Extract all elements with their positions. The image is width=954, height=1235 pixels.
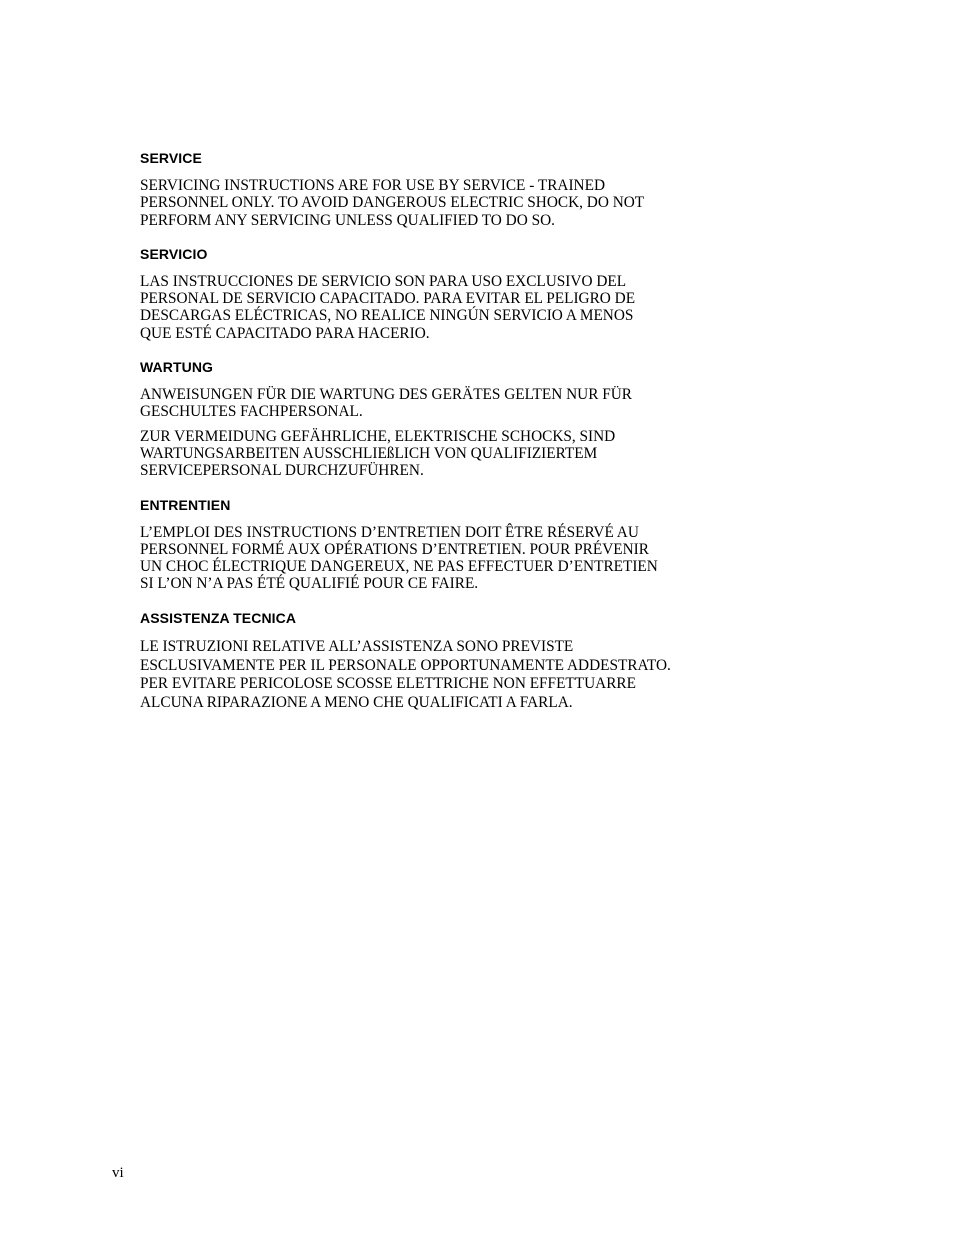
safety-notices: [140, 150, 740, 730]
section-heading: SERVICE: [140, 150, 202, 166]
section-service: [140, 150, 740, 229]
section-paragraph: LAS INSTRUCCIONES DE SERVICIO SON PARA USO EXCLUSIVO DEL PERSONAL DE SERVICIO CAPACITADO. PARA EVITAR EL PELIGRO DE DESCARGAS ELÉCTRICAS, NO REALICE NINGÚN SERVICIO A MENOS QUE ESTÉ CAPACITADO PARA HACERIO.: [140, 272, 636, 342]
section-servicio: [140, 246, 740, 342]
section-heading: SERVICIO: [140, 245, 208, 262]
section-heading: WARTUNG: [140, 359, 214, 376]
section-heading: ENTRENTIEN: [140, 496, 231, 513]
section-entretien: [140, 497, 740, 593]
section-wartung: [140, 359, 740, 479]
section-paragraph: ANWEISUNGEN FÜR DIE WARTUNG DES GERÄTES GELTEN NUR FÜR GESCHULTES FACHPERSONAL.: [140, 386, 632, 421]
page-number: vi: [112, 1165, 124, 1181]
section-paragraph: SERVICING INSTRUCTIONS ARE FOR USE BY SERVICE - TRAINED PERSONNEL ONLY. TO AVOID DANGEROUS ELECTRIC SHOCK, DO NOT PERFORM ANY SERVICING UNLESS QUALIFIED TO DO SO.: [140, 177, 645, 229]
section-paragraph: L’EMPLOI DES INSTRUCTIONS D’ENTRETIEN DOIT ÊTRE RÉSERVÉ AU PERSONNEL FORMÉ AUX OPÉRATIONS D’ENTRETIEN. POUR PRÉVENIR UN CHOC ÉLECTRIQUE DANGEREUX, NE PAS EFFECTUER D’ENTRETIEN SI L’ON N’A PAS ÉTÉ QUALIFIÉ POUR CE FAIRE.: [140, 523, 658, 593]
section-paragraph: LE ISTRUZIONI RELATIVE ALL’ASSISTENZA SONO PREVISTE ESCLUSIVAMENTE PER IL PERSONALE OPPORTUNAMENTE ADDESTRATO. PER EVITARE PERICOLOSE SCOSSE ELETTRICHE NON EFFETTUARRE ALCUNA RIPARAZIONE A MENO CHE QUALIFICATI A FARLA.: [140, 637, 671, 712]
section-paragraph: ZUR VERMEIDUNG GEFÄHRLICHE, ELEKTRISCHE SCHOCKS, SIND WARTUNGSARBEITEN AUSSCHLIEßLICH VON QUALIFIZIERTEM SERVICEPERSONAL DURCHZUFÜHREN.: [140, 427, 616, 480]
section-heading: ASSISTENZA TECNICA: [140, 609, 297, 626]
section-assistenza-tecnica: [140, 610, 740, 713]
